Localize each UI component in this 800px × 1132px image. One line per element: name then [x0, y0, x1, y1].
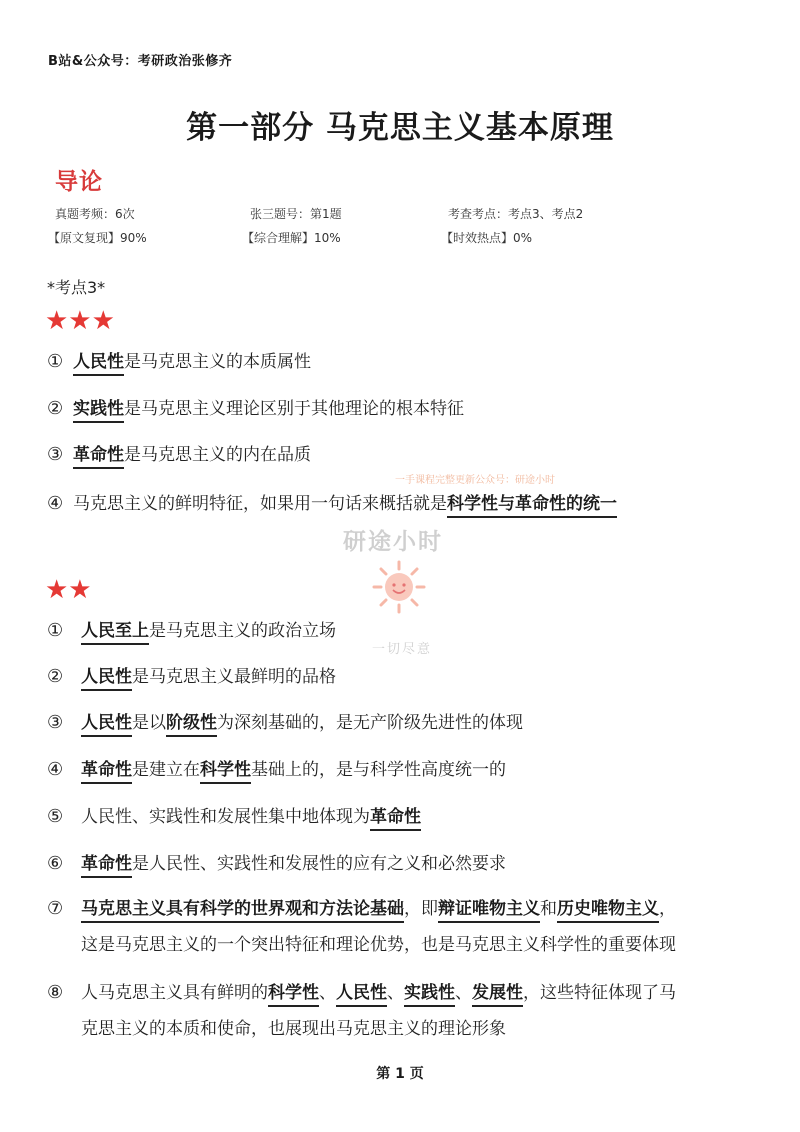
item-number: ① — [47, 620, 64, 641]
list-item — [47, 891, 676, 963]
list-item — [47, 400, 464, 418]
list-item — [47, 353, 311, 371]
item-text: 是建立在 — [132, 760, 200, 780]
list-item — [47, 714, 523, 732]
key-term: 科学性 — [200, 760, 251, 784]
key-term: 人民性 — [81, 667, 132, 691]
key-term: 实践性 — [73, 399, 124, 423]
key-term: 辩证唯物主义 — [438, 899, 540, 923]
meta-frequency: 真题考频：6次 — [55, 207, 135, 221]
item-number: ② — [47, 666, 64, 687]
item-text: 为深刻基础的，是无产阶级先进性的体现 — [217, 713, 523, 733]
meta-points: 考查考点：考点3、考点2 — [448, 207, 584, 221]
two-star-rating: ★★ — [45, 575, 92, 605]
item-number: ④ — [47, 759, 64, 780]
item-text: ，这些特征体现了马 — [523, 983, 676, 1003]
item-text: 马克思主义的鲜明特征，如果用一句话来概括就是 — [73, 494, 447, 514]
meta-question-number: 张三题号：第1题 — [250, 207, 342, 221]
key-term: 发展性 — [472, 983, 523, 1007]
meta-hotspot: 【时效热点】0% — [441, 231, 533, 245]
meta-original: 【原文复现】90% — [48, 231, 147, 245]
three-star-rating: ★★★ — [45, 306, 115, 336]
list-item — [47, 668, 336, 686]
item-number: ⑤ — [47, 806, 64, 827]
item-number: ③ — [47, 444, 64, 465]
item-number: ② — [47, 398, 64, 419]
section-heading: 导论 — [55, 169, 103, 195]
list-item — [47, 761, 506, 779]
item-text: 是马克思主义的本质属性 — [124, 352, 311, 372]
separator: 、 — [387, 983, 404, 1003]
item-text: 人民性、实践性和发展性集中地体现为 — [81, 807, 370, 827]
page-title: 第一部分 马克思主义基本原理 — [186, 110, 614, 146]
watermark-logo-text: 研途小时 — [343, 529, 443, 555]
item-text: 和 — [540, 899, 557, 919]
key-term: 人民至上 — [81, 621, 149, 645]
item-text: 是马克思主义的内在品质 — [124, 445, 311, 465]
item-text: 是马克思主义的政治立场 — [149, 621, 336, 641]
key-term: 实践性 — [404, 983, 455, 1007]
item-text-continued: 克思主义的本质和使命，也展现出马克思主义的理论形象 — [81, 1019, 506, 1039]
key-term: 革命性 — [73, 445, 124, 469]
item-text: ， — [659, 899, 676, 919]
key-term: 革命性 — [81, 854, 132, 878]
key-term: 人民性 — [81, 713, 132, 737]
key-point-label: *考点3* — [47, 278, 106, 297]
item-number: ③ — [47, 712, 64, 733]
page-number: 第 1 页 — [376, 1066, 424, 1082]
key-term: 革命性 — [81, 760, 132, 784]
source-header: B站&公众号：考研政治张修齐 — [48, 54, 233, 69]
item-text: 是以 — [132, 713, 166, 733]
list-item — [47, 495, 617, 513]
item-number: ⑦ — [47, 898, 64, 919]
item-number: ① — [47, 351, 64, 372]
item-number: ④ — [47, 493, 64, 514]
separator: 、 — [455, 983, 472, 1003]
watermark-top-text: 一手课程完整更新公众号：研途小时 — [395, 475, 555, 486]
sun-watermark-icon — [372, 560, 426, 614]
key-term: 历史唯物主义 — [557, 899, 659, 923]
item-text: ，即 — [404, 899, 438, 919]
key-term: 革命性 — [370, 807, 421, 831]
key-term: 人民性 — [336, 983, 387, 1007]
key-term: 科学性与革命性的统一 — [447, 494, 617, 518]
item-number: ⑧ — [47, 982, 64, 1003]
key-term: 人民性 — [73, 352, 124, 376]
watermark-bottom-text: 一切尽意 — [372, 642, 433, 657]
item-text: 是人民性、实践性和发展性的应有之义和必然要求 — [132, 854, 506, 874]
list-item — [47, 622, 336, 640]
item-text: 是马克思主义最鲜明的品格 — [132, 667, 336, 687]
separator: 、 — [319, 983, 336, 1003]
meta-comprehension: 【综合理解】10% — [242, 231, 341, 245]
item-text-continued: 这是马克思主义的一个突出特征和理论优势，也是马克思主义科学性的重要体现 — [81, 935, 676, 955]
item-number: ⑥ — [47, 853, 64, 874]
item-text: 基础上的，是与科学性高度统一的 — [251, 760, 506, 780]
list-item — [47, 446, 311, 464]
key-term: 科学性 — [268, 983, 319, 1007]
key-term: 阶级性 — [166, 713, 217, 737]
list-item — [47, 855, 506, 873]
key-term: 马克思主义具有科学的世界观和方法论基础 — [81, 899, 404, 923]
item-text: 人马克思主义具有鲜明的 — [81, 983, 268, 1003]
list-item — [47, 808, 421, 826]
list-item — [47, 975, 676, 1047]
item-text: 是马克思主义理论区别于其他理论的根本特征 — [124, 399, 464, 419]
